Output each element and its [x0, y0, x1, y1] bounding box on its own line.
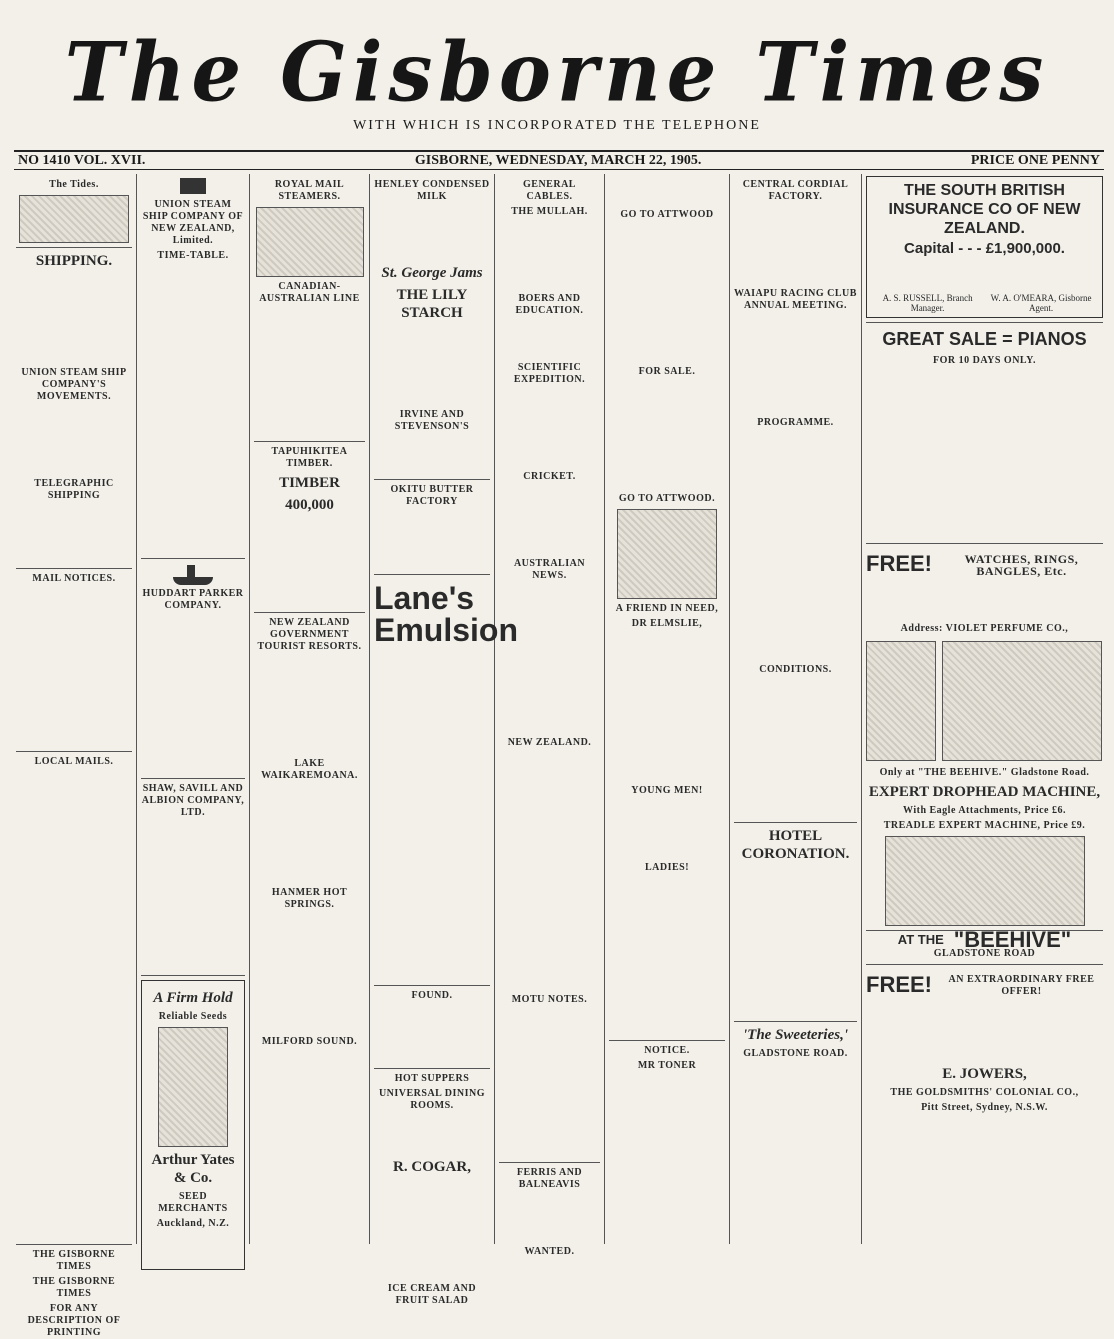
ferris-heading: FERRIS AND BALNEAVIS [516, 1167, 583, 1190]
watches-text [866, 580, 1103, 620]
footer-1: THE GISBORNE TIMES [32, 1249, 116, 1272]
okitu-heading: OKITU BUTTER FACTORY [390, 484, 474, 507]
sale-heading: FOR SALE. [638, 366, 696, 377]
great-sale-heading: GREAT SALE = PIANOS [882, 329, 1087, 349]
omeara: W. A. O'MEARA, Gisborne Agent. [990, 293, 1092, 313]
timber-price: 400,000 [285, 497, 334, 513]
at-the: AT THE [897, 932, 944, 947]
conditions-heading: CONDITIONS. [759, 664, 832, 675]
free-heading-2: FREE! [866, 972, 932, 997]
lanes-heading-2: Emulsion [374, 612, 519, 648]
shaw-text [141, 821, 245, 971]
column-7 [730, 174, 862, 1244]
sweeteries-heading: 'The Sweeteries,' [743, 1027, 848, 1043]
scientific-heading: SCIENTIFIC EXPEDITION. [513, 362, 586, 385]
russell: A. S. RUSSELL, Branch Manager. [882, 293, 973, 313]
irvine-heading: IRVINE AND STEVENSON'S [394, 409, 470, 432]
telegraphic-text [16, 504, 132, 564]
cricket-heading: CRICKET. [523, 471, 576, 482]
huddart-heading: HUDDART PARKER COMPANY. [142, 588, 244, 611]
insurance-advert [866, 176, 1103, 318]
lanes-text [374, 651, 490, 981]
union-text [16, 405, 132, 475]
seed-merchants: SEED MERCHANTS [158, 1191, 228, 1214]
hotel-heading: HOTEL CORONATION. [741, 828, 850, 862]
lily-heading: THE LILY STARCH [396, 287, 468, 321]
australian-text [499, 584, 600, 734]
australian-heading: AUSTRALIAN NEWS. [513, 558, 586, 581]
timetable-heading: TIME-TABLE. [157, 250, 229, 261]
toner-text [609, 1074, 725, 1134]
irvine-text [374, 435, 490, 475]
racing-heading: WAIAPU RACING CLUB ANNUAL MEETING. [734, 288, 857, 311]
local-mails-text [16, 770, 132, 1240]
column-5 [495, 174, 605, 1257]
masthead [0, 24, 1114, 121]
lily-text [374, 326, 490, 406]
sweeteries-text [734, 1062, 857, 1202]
gladstone-road: GLADSTONE ROAD [933, 948, 1036, 959]
ferris-text [499, 1193, 600, 1243]
column-1 [12, 174, 137, 1338]
tide-table [19, 195, 129, 243]
friend-heading: A FRIEND IN NEED, [615, 603, 719, 614]
watch-illustration [866, 641, 936, 761]
issue-number: NO 1410 VOL. XVII. [18, 152, 146, 168]
eagle-price: With Eagle Attachments, Price £6. [903, 805, 1066, 816]
column-6 [605, 174, 730, 1244]
free-offer-text [866, 1001, 1103, 1061]
sale-text [609, 380, 725, 490]
sewing-table-illustration [885, 836, 1085, 926]
royal-mail-heading: ROYAL MAIL STEAMERS. [274, 179, 345, 202]
hot-suppers-heading: HOT SUPPERS [394, 1073, 470, 1084]
hanmer-heading: HANMER HOT SPRINGS. [271, 887, 348, 910]
column-4 [370, 174, 519, 1306]
footer-3: FOR ANY DESCRIPTION OF PRINTING [27, 1303, 121, 1338]
yates-advert [141, 980, 245, 1270]
milford-text [254, 1050, 365, 1250]
sweeteries-address: GLADSTONE ROAD. [743, 1048, 848, 1059]
pitt-street: Pitt Street, Sydney, N.S.W. [921, 1102, 1048, 1113]
universal-heading: UNIVERSAL DINING ROOMS. [378, 1088, 486, 1111]
mullah-text [499, 220, 600, 290]
watches-heading: WATCHES, RINGS, BANGLES, Etc. [964, 551, 1079, 578]
nz-heading: NEW ZEALAND. [507, 737, 592, 748]
wanted-heading: WANTED. [524, 1246, 575, 1257]
auckland: Auckland, N.Z. [156, 1218, 230, 1229]
tapuhi-heading: TAPUHIKITEA TIMBER. [271, 446, 348, 469]
violet-address: Address: VIOLET PERFUME CO., [900, 623, 1069, 634]
insurance-title: THE SOUTH BRITISH INSURANCE CO OF NEW ZEALAND. [888, 182, 1081, 237]
union-company-heading: UNION STEAM SHIP COMPANY OF NEW ZEALAND, Limited. [142, 199, 244, 246]
firm-hold: A Firm Hold [153, 990, 233, 1006]
shipping-text [16, 274, 132, 364]
column-2 [137, 174, 250, 1244]
notice-heading: NOTICE. [644, 1045, 690, 1056]
dropdead-heading: EXPERT DROPHEAD MACHINE, [868, 784, 1101, 800]
arthur-yates: Arthur Yates & Co. [151, 1152, 235, 1186]
masthead-title: The Gisborne Times [64, 24, 1050, 121]
flag-icon [180, 178, 206, 194]
footer-2: THE GISBORNE TIMES [32, 1276, 116, 1299]
shipping-heading: SHIPPING. [35, 253, 113, 269]
place-date: GISBORNE, WEDNESDAY, MARCH 22, 1905. [414, 152, 702, 168]
jowers-heading: E. JOWERS, [942, 1066, 1027, 1082]
elmslie-illustration [617, 509, 717, 599]
dateline [14, 150, 1104, 170]
okitu-text [374, 510, 490, 570]
mail-heading: MAIL NOTICES. [32, 573, 116, 584]
reliable-seeds: Reliable Seeds [158, 1011, 228, 1022]
motu-text [499, 1008, 600, 1158]
conditions-text [734, 678, 857, 818]
canadian-text [254, 307, 365, 437]
insurance-capital: Capital - - - £1,900,000. [904, 240, 1065, 257]
free-heading-1: FREE! [866, 551, 932, 576]
canadian-heading: CANADIAN-AUSTRALIAN LINE [259, 281, 360, 304]
milford-heading: MILFORD SOUND. [261, 1036, 358, 1047]
henley-heading: HENLEY CONDENSED MILK [374, 179, 490, 202]
cogar-text [374, 1180, 490, 1280]
price: PRICE ONE PENNY [970, 152, 1100, 168]
sewing-machine-illustration [942, 641, 1102, 761]
cables-heading: GENERAL CABLES. [523, 179, 576, 202]
treadle-price: TREADLE EXPERT MACHINE, Price £9. [883, 820, 1086, 831]
column-8 [862, 174, 1107, 1244]
timetable-text [141, 264, 245, 554]
huddart-text [141, 614, 245, 774]
extraordinary-heading: AN EXTRAORDINARY FREE OFFER! [948, 973, 1095, 997]
telegraphic-heading: TELEGRAPHIC SHIPPING [34, 478, 114, 501]
pianos-text [866, 369, 1103, 539]
hotel-text [734, 867, 857, 1017]
cordial-heading: CENTRAL CORDIAL FACTORY. [742, 179, 849, 202]
boers-text [499, 319, 600, 359]
cream-heading: ICE CREAM AND FRUIT SALAD [387, 1283, 477, 1306]
programme-heading: PROGRAMME. [757, 417, 834, 428]
atwood-intro [609, 176, 725, 206]
ship-icon [169, 563, 217, 585]
local-mails-heading: LOCAL MAILS. [34, 756, 114, 767]
lake-heading: LAKE WAIKAREMOANA. [261, 758, 358, 781]
young-text [609, 799, 725, 859]
nz-gov-text [254, 655, 365, 755]
motu-heading: MOTU NOTES. [511, 994, 588, 1005]
found-heading: FOUND. [411, 990, 453, 1001]
ladies-heading: LADIES! [644, 862, 690, 873]
timber-heading: TIMBER [279, 475, 340, 491]
programme-text [734, 431, 857, 661]
lanes-heading-1: Lane's [374, 580, 475, 616]
ten-days: FOR 10 DAYS ONLY. [933, 355, 1036, 366]
ladies-text [609, 876, 725, 1036]
tides-heading: The Tides. [49, 179, 99, 190]
nz-text [499, 751, 600, 991]
found-text [374, 1004, 490, 1064]
atwood-heading-2: GO TO ATTWOOD. [618, 493, 716, 504]
scientific-text [499, 388, 600, 468]
young-heading: YOUNG MEN! [631, 785, 703, 796]
goldsmiths-heading: THE GOLDSMITHS' COLONIAL CO., [890, 1087, 1079, 1098]
elmslie-heading: DR ELMSLIE, [631, 618, 703, 629]
atwood-heading-1: GO TO ATTWOOD [620, 209, 714, 220]
atwood-text [609, 223, 725, 363]
mullah-heading: THE MULLAH. [511, 206, 588, 217]
lake-text [254, 784, 365, 884]
henley-text [374, 205, 490, 260]
universal-text [374, 1114, 490, 1154]
cricket-text [499, 485, 600, 555]
masthead-subtitle: WITH WHICH IS INCORPORATED THE TELEPHONE [353, 118, 761, 133]
hanmer-text [254, 913, 365, 1033]
steamer-table [256, 207, 364, 277]
shaw-heading: SHAW, SAVILL AND ALBION COMPANY, LTD. [141, 783, 245, 818]
beehive-only: Only at "THE BEEHIVE." Gladstone Road. [879, 767, 1090, 778]
toner-heading: MR TONER [637, 1060, 697, 1071]
insurance-text [871, 260, 1098, 290]
wanted-text [499, 1260, 600, 1320]
racing-text [734, 314, 857, 414]
cordial-text [734, 205, 857, 285]
nz-gov-heading: NEW ZEALAND GOVERNMENT TOURIST RESORTS. [257, 617, 362, 652]
union-heading: UNION STEAM SHIP COMPANY'S MOVEMENTS. [21, 367, 127, 402]
cogar-heading: R. COGAR, [393, 1159, 471, 1175]
timber-text [254, 518, 365, 608]
boers-heading: BOERS AND EDUCATION. [515, 293, 584, 316]
elmslie-text [609, 632, 725, 782]
st-george-heading: St. George Jams [381, 265, 483, 281]
mail-text [16, 587, 132, 747]
beehive-heading: "BEEHIVE" [953, 927, 1072, 952]
column-3 [250, 174, 370, 1244]
seeds-illustration [158, 1027, 228, 1147]
